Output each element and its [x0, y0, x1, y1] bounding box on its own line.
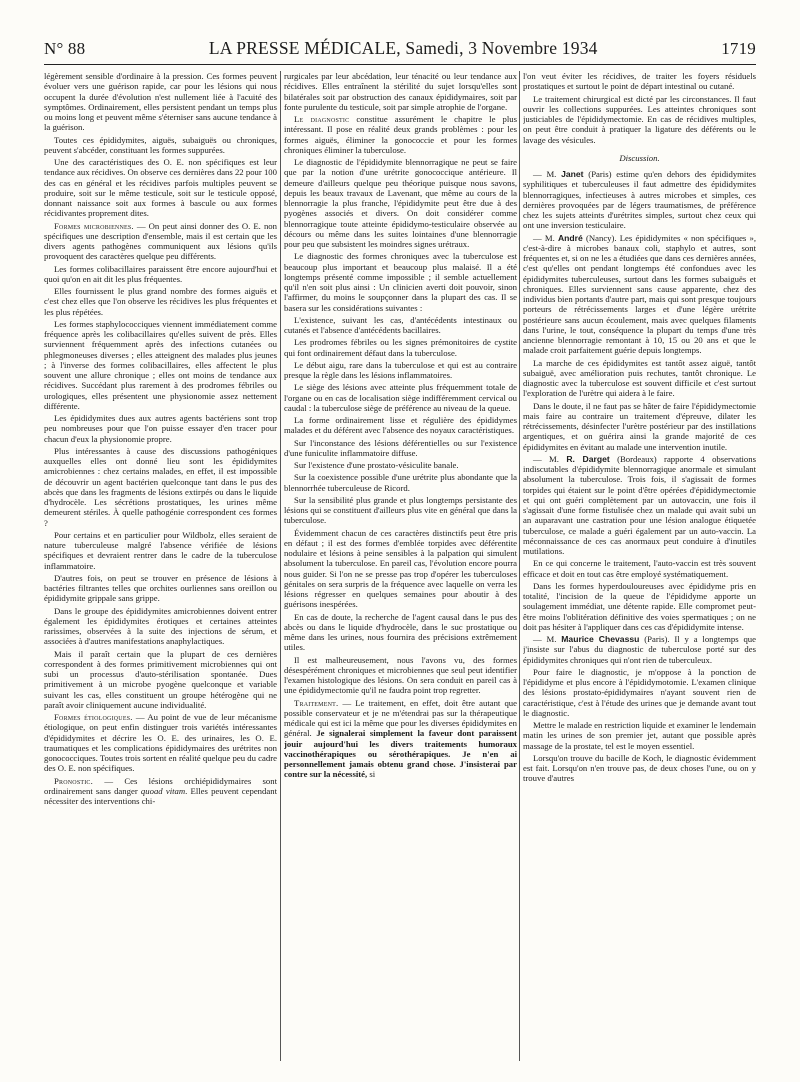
paragraph: légèrement sensible d'ordinaire à la pression. Ces formes peuvent évoluer vers une guérison rapide, car pour les lésions qui nous occupent la durée d'évolution n'est nullement liée à l'acuité des symptômes. Ordinairement, elles persistent pendant un temps plus ou moins long et peuvent même s'éterniser sans aucune tendance à la guérison. — [44, 71, 277, 133]
paragraph-text: si — [367, 769, 376, 780]
paragraph-text: — Au point de vue de leur mécanisme étiologique, on peut enfin distinguer trois variétés intéressantes d'épididymites et décrire les O. E. des urinaires, les O. E. traumatiques et les complications épididymaires des urétrites non gonococciques. Toutes trois sortent en réalité quelque peu du cadre des O. E. non spécifiques. — [44, 712, 277, 774]
paragraph: Toutes ces épididymites, aiguës, subaiguës ou chroniques, peuvent s'abcéder, constituant les formes suppurées. — [44, 134, 277, 155]
journal-title: LA PRESSE MÉDICALE, Samedi, 3 Novembre 1934 — [208, 38, 598, 58]
paragraph: L'existence, suivant les cas, d'antécédents intestinaux ou cutanés et l'absence d'antécédents bacillaires. — [284, 314, 517, 335]
paragraph-text: (Nancy). Les épididymites « non spécifiques », c'est-à-dire à microbes banaux coli, staphylo et autres, sont fréquentes et, si on ne les a étudiées que dans ces dernières années, c'est qu'elles ont pendant longtemps été confondues avec les épididymites tuberculeuses, surtout dans les formes subaiguës et chroniques. Elles surviennent sans cause apparente, chez des individus bien portants d'autre part, mais qui sont presque toujours porteurs de rétrécissements larges et d'une légère urétrite postérieure sans aucun écoulement, mais avec quelques filaments dans l'urine, le tout, conséquence la plupart du temps d'une très ancienne blennorragie remontant à 10, 15 ou 20 ans et que le malade croit parfaitement guérie depuis longtemps. — [523, 232, 756, 356]
paragraph: rurgicales par leur abcédation, leur ténacité ou leur tendance aux récidives. Elles entraînent la stérilité du sujet lorsqu'elles sont bilatérales soit par obstruction des canaux épididymaires, soit par fonte purulente du testicule, soit par simple atrophie de l'organe. — [284, 71, 517, 112]
paragraph — [523, 454, 756, 557]
latin-phrase: quoad vitam — [140, 785, 186, 796]
paragraph: Sur l'inconstance des lésions déférentielles ou sur l'existence d'une funiculite inflammatoire diffuse. — [284, 437, 517, 458]
paragraph: Dans le doute, il ne faut pas se hâter de faire l'épididymectomie mais faire au contraire un traitement d'épreuve, dilater les rétrécissements, désinfecter l'urètre postérieur par des instillations argentiques, et on guérira ainsi la grande majorité de ces épididymites en évitant au malade une intervention inutile. — [523, 400, 756, 452]
paragraph — [523, 233, 756, 356]
paragraph: Les épididymites dues aux autres agents bactériens sont trop peu nombreuses pour que l'on puisse essayer d'en tracer pour chacun d'eux la physionomie propre. — [44, 413, 277, 444]
section-lead: Formes étiologiques. — [54, 712, 133, 722]
paragraph: l'on veut éviter les récidives, de traiter les foyers résiduels prostatiques et surtout le point de départ intestinal ou cutané. — [523, 71, 756, 92]
paragraph-text: . Elles peuvent cependant nécessiter des interventions chi- — [44, 785, 277, 806]
paragraph: Évidemment chacun de ces caractères distinctifs peut être pris en défaut ; il est des formes d'emblée torpides avec déférentite nodulaire et lésions à peine sensibles à la palpation qui simulent absolument la tuberculose. En pareil cas, l'évolution encore pourra nous guider. Si l'on ne se presse pas trop d'opérer les tuberculoses génitales on sera surpris de la fréquence avec laquelle on verra les lésions régresser en quelques semaines pour aboutir à des guérisons inespérées. — [284, 527, 517, 610]
section-lead: Traitement. — [294, 697, 339, 708]
speaker-name: R. Darget — [566, 453, 610, 464]
paragraph — [44, 712, 277, 774]
paragraph: Il est malheureusement, nous l'avons vu, des formes désespérément chroniques et microbiennes que seul peut identifier l'examen histologique des lésions. On sera conduit en pareil cas à une épididymectomie qu'il ne faudra point trop regretter. — [284, 654, 517, 696]
paragraph: Dans les formes hyperdouloureuses avec épididyme pris en totalité, l'incision de la queue de l'épididyme apporte un soulagement immédiat, une détente rapide. Elle compromet peut-être moins l'oblitération définitive des voies spermatiques ; on ne doit pas hésiter à l'appliquer dans ces cas d'épididymite intense. — [523, 580, 756, 632]
paragraph: Le début aigu, rare dans la tuberculose et qui est au contraire presque la règle dans les lésions inflammatoires. — [284, 359, 517, 380]
paragraph-text: (Paris) estime qu'en dehors des épididymites syphilitiques et tuberculeuses il faut admettre des épididymites blennorragiques, infectieuses à autres microbes et simples, ces dernières provoquées par de légers traumatismes, de préférence chez les sujets atteints d'urétrites simples, surtout chez ceux qui ont une inversion testiculaire. — [523, 169, 756, 231]
paragraph: La marche de ces épididymites est tantôt assez aiguë, tantôt subaiguë, avec amélioration puis rechutes, tantôt chronique. Le diagnostic avec la tuberculose est souvent difficile et c'est surtout l'exploration de l'urètre qui aidera à le faire. — [523, 357, 756, 399]
paragraph — [44, 776, 277, 807]
paragraph: Le siège des lésions avec atteinte plus fréquemment totale de l'organe ou en cas de localisation siège indifféremment cervical ou caudal : la tuberculose siège de préférence au niveau de la queue. — [284, 382, 517, 413]
paragraph — [44, 221, 277, 262]
paragraph: Les formes staphylococciques viennent immédiatement comme fréquence après les colibacillaires qu'elles suivent de près. Elles surviennent fréquemment après des infections cutanées ou phlegmoneuses diverses ; elles atteignent des malades plus jeunes ; à l'inverse des formes colibacillaires, elles affectent le plus souvent une allure chronique ; elles ont moins de tendance aux récidives. Succédant plus rarement à des prodromes fébriles ou urologiques, elles présentent une physionomie assez nettement différente. — [44, 318, 277, 411]
speaker-prefix: — M. — [533, 634, 562, 644]
paragraph-text: (Bordeaux) rapporte 4 observations indiscutables d'épididymite blennorragique anormale et simulant absolument la tuberculose. Trois fois, il s'agissait de formes torpides qui étaient sur le point d'être opérées d'épididymectomie et qui ont guéri complètement par un autovaccin, une fois il s'agissait d'une forme fistulisée chez un malade qui avait subi un an auparavant une castration pour une lésion analogue étiquetée tuberculose, ce malade a guéri également par un auto-vaccin. La méconnaissance de ces cas anormaux peut conduire à d'inutiles mutilations. — [523, 453, 756, 556]
paragraph — [284, 698, 517, 780]
paragraph — [523, 634, 756, 665]
page-header — [44, 38, 756, 62]
paragraph: Le diagnostic de l'épididymite blennorragique ne peut se faire que par la notion d'une urétrite gonococcique antérieure. Il demeure d'ailleurs quelque peu théorique puisque nous savons, depuis les beaux travaux de Lavenant, que même au cours de la blennorragie la plus franche, l'épididymite peut être due à des pyogènes associés et divers. On doit considérer comme blennorragique toute atteinte épididymo-testiculaire observée au décours ou même dans les suites lointaines d'une blennorragie pour peu que subsistent les moindres signes urétraux. — [284, 157, 517, 249]
speaker-name: Maurice Chevassu — [561, 634, 640, 644]
speaker-prefix: — M. — [533, 169, 562, 179]
paragraph: En ce qui concerne le traitement, l'auto-vaccin est très souvent efficace et doit en tout cas être employé systématiquement. — [523, 558, 756, 579]
column-3 — [523, 71, 756, 1061]
paragraph: Mettre le malade en restriction liquide et examiner le lendemain matin les urines de son premier jet, autant que possible après massage de la prostate, tel est le moyen essentiel. — [523, 720, 756, 751]
paragraph: Sur la sensibilité plus grande et plus longtemps persistante des lésions qui se constituent d'ailleurs plus vite en général que dans la tuberculose. — [284, 494, 517, 526]
paragraph: Pour faire le diagnostic, je m'oppose à la ponction de l'épididyme et plus encore à l'épididymotomie. L'examen clinique des lésions prostato-épididymaires n'ayant souvent rien de caractéristique, c'est à l'étude des urines que je demande avant tout le diagnostic. — [523, 666, 756, 718]
page-number: 1719 — [721, 39, 756, 58]
paragraph: Le diagnostic des formes chroniques avec la tuberculose est beaucoup plus important et beaucoup plus malaisé. Il a été longtemps présenté comme impossible ; il semble actuellement qu'il n'en soit plus ainsi : Un clinicien averti doit pouvoir, sinon l'affirmer, du moins le soupçonner dans la plupart des cas. Il se basera sur les considérations suivantes : — [284, 251, 517, 313]
column-divider — [280, 71, 281, 1061]
paragraph: Mais il paraît certain que la plupart de ces dernières correspondent à des formes primitivement microbiennes qui ont subi un processus d'auto-stérilisation spontanée. Dues primitivement à un microbe pyogène quelconque et variable suivant les cas, elles constituent un groupe hétérogène qui ne paraît avoir cliniquement aucune individualité. — [44, 648, 277, 710]
column-1 — [44, 71, 277, 1061]
paragraph-text: — On peut ainsi donner des O. E. non spécifiques une description d'ensemble, mais il est certain que les divers agents pathogènes communiquent aux lésions qu'ils provoquent des caractères quelque peu différents. — [44, 220, 277, 262]
paragraph: Plus intéressantes à cause des discussions pathogéniques auxquelles elles ont donné lieu sont les épididymites amicrobiennes : chez certains malades, en effet, il est impossible de découvrir un agent bactérien quelconque tant dans le pus des abcès que dans les fragments de lésions extirpés ou dans le liquide d'hydrocèle. Les sécrétions prostatiques, les urines même demeurent stériles. À quelle pathogénie correspondent ces formes ? — [44, 445, 277, 528]
speaker-prefix: — M. — [533, 232, 558, 243]
paragraph-text: — Ces lésions orchiépididymaires sont ordinairement sans danger — [44, 775, 277, 796]
paragraph-text: — Le traitement, en effet, doit être autant que possible conservateur et je ne m'étendrai pas sur la thérapeutique médicale qui est ici la même que pour les diverses épididymites en général. — [284, 697, 517, 739]
paragraph: Lorsqu'on trouve du bacille de Koch, le diagnostic évidemment est fait. Lorsqu'on n'en trouve pas, de deux choses l'une, ou on y trouve d'autres — [523, 752, 756, 784]
paragraph: Les formes colibacillaires paraissent être encore aujourd'hui et quoi qu'on en ait dit les plus fréquentes. — [44, 263, 277, 284]
speaker-prefix: — M. — [533, 453, 567, 464]
issue-number: N° 88 — [44, 39, 86, 58]
paragraph: Le traitement chirurgical est dicté par les circonstances. Il faut ouvrir les collections suppurées. Les atteintes chroniques sont justiciables de l'épididymectomie. En cas de récidives multiples, on peut être conduit à pratiquer la ligature des déférents ou le lavage des vésicules. — [523, 93, 756, 145]
paragraph — [284, 114, 517, 155]
paragraph: Elles fournissent le plus grand nombre des formes aiguës et c'est chez elles que l'on observe les récidives les plus fréquentes et les plus répétées. — [44, 286, 277, 317]
paragraph: Une des caractéristiques des O. E. non spécifiques est leur tendance aux récidives. On observe ces dernières dans 22 pour 100 des cas en général et les récidives parfois multiples peuvent se produire, soit sur le même testicule, soit sur le testicule opposé, donnant naissance soit aux formes à bascule ou aux formes récidivantes proprement dites. — [44, 157, 277, 219]
paragraph: Les prodromes fébriles ou les signes prémonitoires de cystite qui font ordinairement défaut dans la tuberculose. — [284, 337, 517, 358]
bold-passage: Je signalerai simplement la faveur dont paraissent jouir aujourd'hui les divers traitements humoraux vaccinothérapiques ou sérothérapiques. Je n'en ai personnellement jamais obtenu grand chose. J'insisterai par contre sur la nécessité, — [284, 728, 517, 780]
speaker-name: Janet — [561, 169, 584, 179]
section-lead: Pronostic. — [54, 775, 94, 786]
paragraph — [523, 169, 756, 231]
paragraph: La forme ordinairement lisse et régulière des épididymes malades et du déférent avec l'absence des noyaux caractéristiques. — [284, 415, 517, 436]
speaker-name: André — [557, 232, 583, 243]
paragraph-text: constitue assurément le chapitre le plus intéressant. Il pose en réalité deux grands problèmes : pour les formes aiguës, éliminer la gonococcie et pour les formes chroniques éliminer la tuberculose. — [284, 114, 517, 155]
paragraph: Pour certains et en particulier pour Wildbolz, elles seraient de nature tuberculeuse malgré l'absence vérifiée de lésions spécifiques et devraient rentrer dans le cadre de la tuberculose inflammatoire. — [44, 529, 277, 571]
paragraph: Sur l'existence d'une prostato-vésiculite banale. — [294, 460, 459, 470]
section-lead: Le diagnostic — [294, 114, 350, 124]
header-rule — [44, 64, 756, 65]
paragraph: En cas de doute, la recherche de l'agent causal dans le pus des abcès ou dans le liquide d'hydrocèle, dans le suc prostatique ou même dans les urines, nous fournira des précisions extrêmement utiles. — [284, 611, 517, 653]
paragraph: Dans le groupe des épididymites amicrobiennes doivent entrer également les épididymites érotiques et certaines atteintes rarissimes, observées à la suite des injections de sérum, et associées à d'autres manifestations anaphylactiques. — [44, 605, 277, 647]
paragraph-text: (Paris). Il y a longtemps que j'insiste sur l'abus du diagnostic de tuberculose porté sur des épididymites chroniques qui n'ont rien de tuberculeux. — [523, 634, 756, 665]
paragraph: Sur la coexistence possible d'une urétrite plus abondante que la blennorrhée tuberculeuse de Ricord. — [284, 472, 517, 493]
column-divider — [519, 71, 520, 1061]
paragraph: D'autres fois, on peut se trouver en présence de lésions à bactéries filtrantes telles que orchites ourliennes sans oreillon ou épididymite grippale sans grippe. — [44, 572, 277, 604]
column-2 — [284, 71, 517, 1061]
discussion-heading: Discussion. — [619, 152, 660, 163]
section-lead: Formes microbiennes. — [54, 220, 134, 231]
